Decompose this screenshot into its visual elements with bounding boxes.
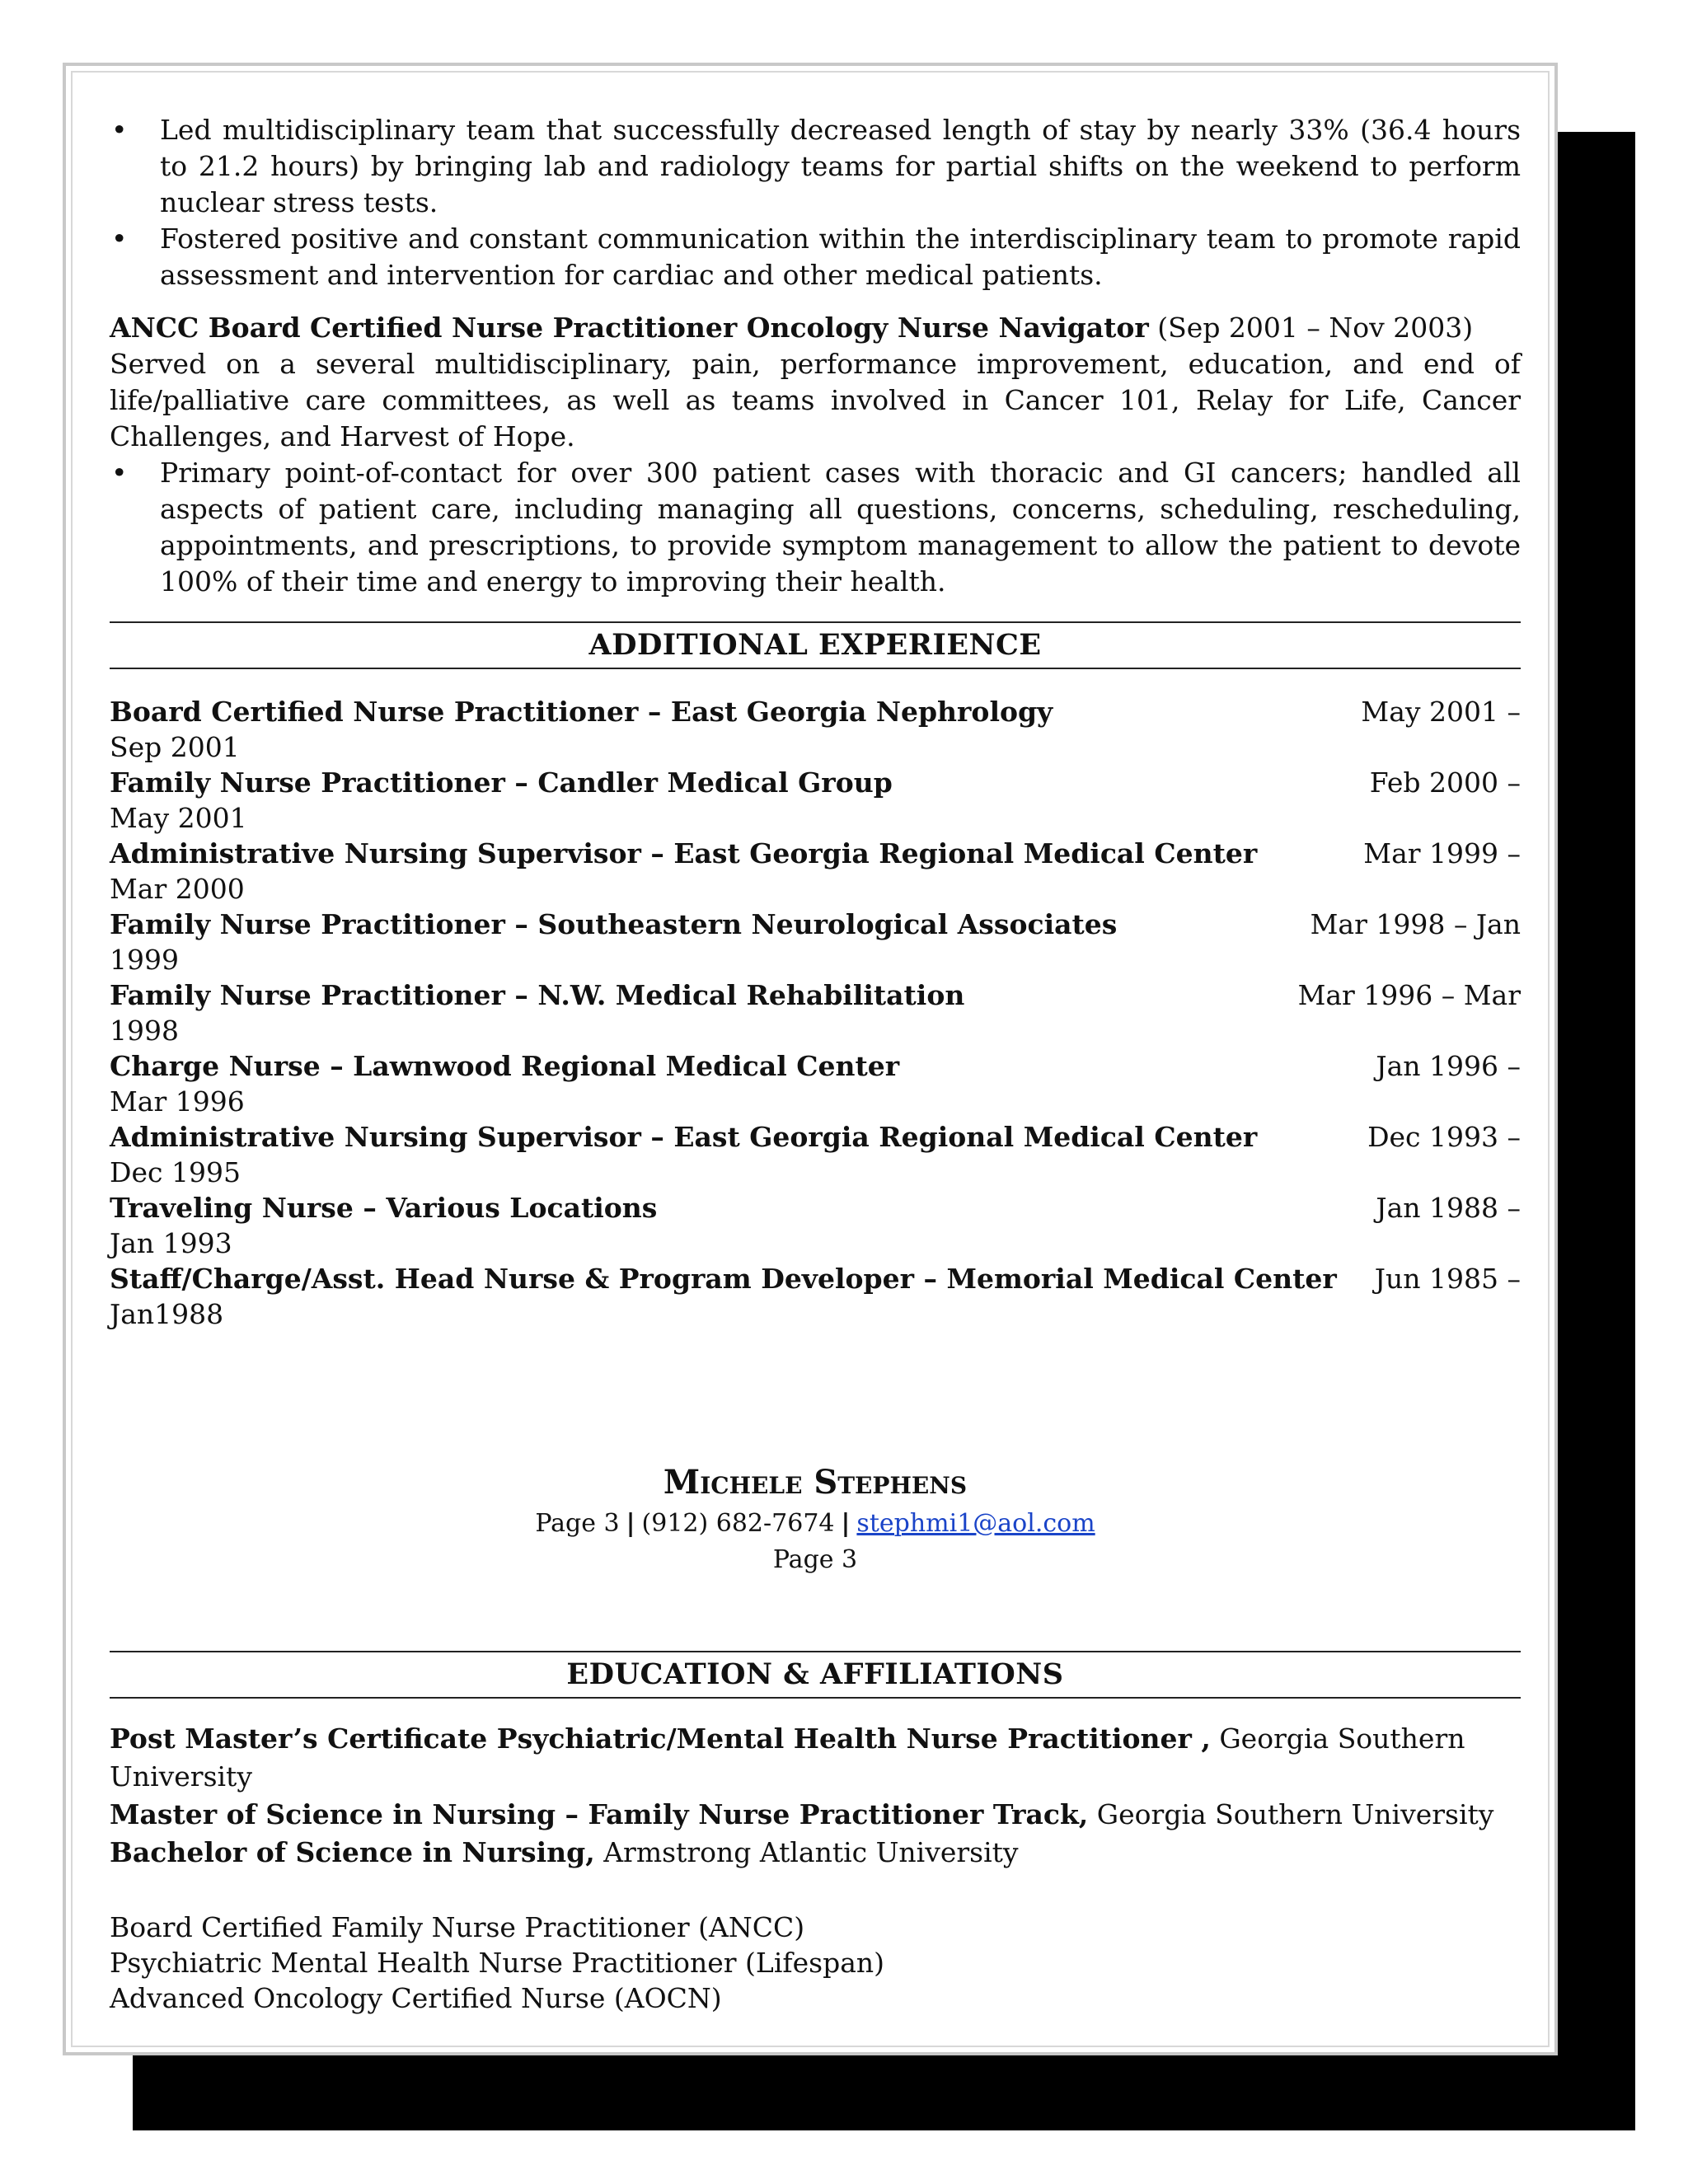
degree-item <box>110 1796 1521 1834</box>
experience-role: Family Nurse Practitioner – N.W. Medical Rehabilitation <box>110 979 965 1011</box>
experience-role: Staff/Charge/Asst. Head Nurse & Program Developer – Memorial Medical Center <box>110 1263 1337 1295</box>
experience-entry <box>110 977 1521 1048</box>
degree-item <box>110 1834 1521 1872</box>
degree-list <box>110 1720 1521 1872</box>
separator-bar-icon: | <box>626 1509 635 1538</box>
job-bullet-list <box>110 455 1521 600</box>
degree-name: Master of Science in Nursing – Family Nurse Practitioner Track, <box>110 1798 1089 1830</box>
experience-start: Dec 1993 – <box>1367 1121 1521 1153</box>
degree-name: Post Master’s Certificate Psychiatric/Mental Health Nurse Practitioner , <box>110 1722 1211 1755</box>
experience-end: Mar 2000 <box>110 873 245 905</box>
top-bullet-list <box>110 112 1521 293</box>
experience-end: Mar 1996 <box>110 1085 245 1118</box>
experience-end: May 2001 <box>110 802 247 834</box>
resume-page <box>63 63 1558 2055</box>
experience-entry <box>110 1119 1521 1190</box>
experience-entry <box>110 694 1521 765</box>
section-heading-additional-experience: ADDITIONAL EXPERIENCE <box>110 621 1521 669</box>
bullet-item: • Fostered positive and constant communication within the interdisciplinary team to promote rapid assessment and intervention for cardiac and other medical patients. <box>110 221 1521 293</box>
degree-item <box>110 1720 1521 1796</box>
experience-end: 1999 <box>110 944 179 976</box>
experience-list <box>110 694 1521 1332</box>
experience-start: Jan 1996 – <box>1376 1050 1521 1082</box>
education-section <box>110 1651 1521 2016</box>
page-footer <box>110 1460 1521 1578</box>
experience-end: Sep 2001 <box>110 731 240 763</box>
experience-entry <box>110 1261 1521 1332</box>
experience-role: Traveling Nurse – Various Locations <box>110 1192 658 1224</box>
experience-end: Jan1988 <box>110 1298 224 1330</box>
experience-entry <box>110 1190 1521 1261</box>
experience-role: Family Nurse Practitioner – Southeastern Neurological Associates <box>110 908 1118 940</box>
separator-bar-icon: | <box>841 1509 851 1538</box>
job-title: ANCC Board Certified Nurse Practitioner Oncology Nurse Navigator <box>110 312 1149 344</box>
email-link[interactable]: stephmi1@aol.com <box>856 1509 1095 1538</box>
degree-school: Armstrong Atlantic University <box>594 1836 1019 1868</box>
experience-entry <box>110 836 1521 907</box>
experience-entry <box>110 907 1521 977</box>
section-heading-education: EDUCATION & AFFILIATIONS <box>110 1651 1521 1699</box>
degree-name: Bachelor of Science in Nursing, <box>110 1836 595 1868</box>
job-description: Served on a several multidisciplinary, pain, performance improvement, education, and end of life/palliative care committees, as well as teams involved in Cancer 101, Relay for Life, Cancer Challenges, and Harvest of Hope. <box>110 348 1521 452</box>
degree-school: Georgia Southern University <box>1088 1798 1494 1830</box>
job-heading <box>110 310 1521 346</box>
experience-start: Jun 1985 – <box>1374 1263 1521 1295</box>
job-dates: (Sep 2001 – Nov 2003) <box>1148 312 1474 344</box>
experience-start: Jan 1988 – <box>1376 1192 1521 1224</box>
experience-entry <box>110 1048 1521 1119</box>
certification-item: Board Certified Family Nurse Practitioner (ANCC) <box>110 1911 805 1943</box>
footer-phone: (912) 682-7674 <box>641 1509 835 1538</box>
experience-end: 1998 <box>110 1015 179 1047</box>
experience-entry <box>110 765 1521 836</box>
footer-page-number: Page 3 <box>772 1545 858 1574</box>
footer-name: Michele Stephens <box>663 1463 968 1502</box>
certification-item: Psychiatric Mental Health Nurse Practitioner (Lifespan) <box>110 1947 885 1979</box>
experience-role: Administrative Nursing Supervisor – East Georgia Regional Medical Center <box>110 1121 1258 1153</box>
certification-list <box>110 1910 1521 2016</box>
experience-start: Feb 2000 – <box>1369 766 1521 799</box>
experience-start: May 2001 – <box>1361 696 1521 728</box>
experience-end: Dec 1995 <box>110 1156 241 1188</box>
experience-role: Charge Nurse – Lawnwood Regional Medical Center <box>110 1050 900 1082</box>
bullet-item: • Led multidisciplinary team that successfully decreased length of stay by nearly 33% (36.4 hours to 21.2 hours) by bringing lab and radiology teams for partial shifts on the weekend to perform nuclear stress tests. <box>110 112 1521 221</box>
experience-end: Jan 1993 <box>110 1227 232 1259</box>
footer-contact-line <box>110 1506 1521 1542</box>
bullet-item: • Primary point-of-contact for over 300 patient cases with thoracic and GI cancers; handled all aspects of patient care, including managing all questions, concerns, scheduling, rescheduling, appointments, and prescriptions, to provide symptom management to allow the patient to devote 100% of their time and energy to improving their health. <box>110 455 1521 600</box>
resume-content <box>110 112 1521 2016</box>
experience-role: Administrative Nursing Supervisor – East Georgia Regional Medical Center <box>110 837 1258 869</box>
experience-start: Mar 1999 – <box>1363 837 1521 869</box>
footer-page-label: Page 3 <box>535 1509 620 1538</box>
experience-start: Mar 1998 – Jan <box>1310 908 1521 940</box>
certification-item: Advanced Oncology Certified Nurse (AOCN) <box>110 1982 722 2014</box>
experience-role: Board Certified Nurse Practitioner – East Georgia Nephrology <box>110 696 1053 728</box>
degree-school: Georgia Southern University <box>110 1722 1465 1793</box>
experience-start: Mar 1996 – Mar <box>1297 979 1521 1011</box>
experience-role: Family Nurse Practitioner – Candler Medical Group <box>110 766 893 799</box>
